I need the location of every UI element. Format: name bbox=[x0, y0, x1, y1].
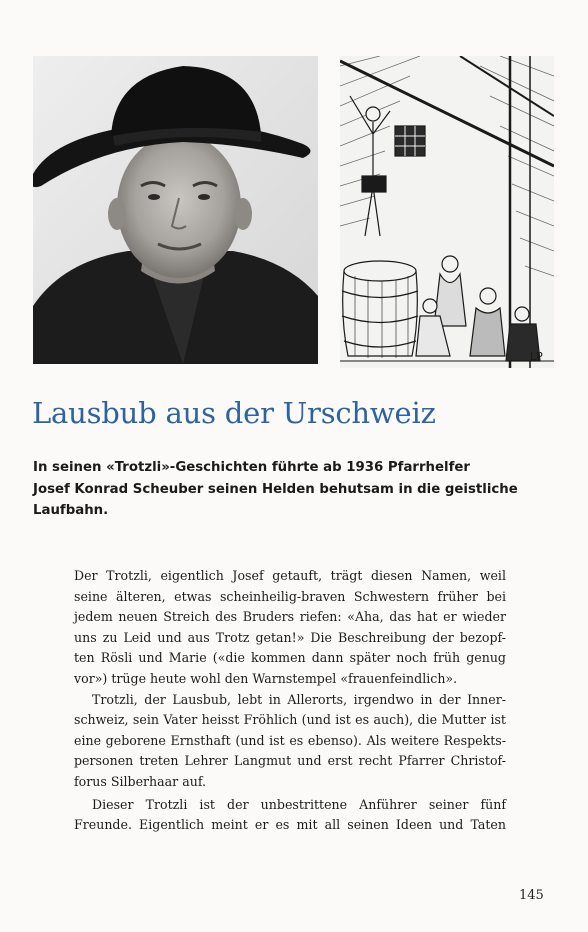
article-lead bbox=[33, 457, 538, 522]
body-line: Trotzli, der Lausbub, lebt in Allerorts, irgendwo in der Inner- bbox=[92, 691, 506, 707]
body-line: jedem neuen Streich des Bruders riefen: «Aha, das hat er wieder bbox=[74, 609, 506, 625]
body-line: forus Silberhaar auf. bbox=[74, 773, 207, 789]
lead-line: In seinen «Trotzli»-Geschichten führte ab 1936 Pfarrhelfer bbox=[33, 460, 470, 475]
body-line: seine älteren, etwas scheinheilig-braven Schwestern früher bei bbox=[74, 588, 506, 604]
body-line: Freunde. Eigentlich meint er es mit all seinen Ideen und Taten bbox=[74, 817, 506, 833]
body-line: ten Rösli und Marie («die kommen dann später noch früh genug bbox=[74, 650, 506, 666]
illustration-drawing bbox=[340, 56, 554, 368]
lead-line: Josef Konrad Scheuber seinen Helden behutsam in die geistliche bbox=[33, 481, 518, 497]
body-line: schweiz, sein Vater heisst Fröhlich (und ist es auch), die Mutter ist bbox=[74, 712, 506, 728]
body-line: personen treten Lehrer Langmut und erst recht Pfarrer Christof- bbox=[74, 753, 506, 769]
body-line: Der Trotzli, eigentlich Josef getauft, trägt diesen Namen, weil bbox=[74, 568, 506, 583]
illustration-signature: LP bbox=[530, 350, 543, 363]
page-number: 145 bbox=[519, 888, 544, 903]
lead-line: Laufbahn. bbox=[33, 503, 109, 518]
portrait-photo bbox=[33, 56, 318, 364]
body-line: eine geborene Ernsthaft (und ist es ebenso). Als weitere Respekts- bbox=[74, 732, 506, 748]
article-title: Lausbub aus der Urschweiz bbox=[32, 396, 436, 430]
body-line: uns zu Leid und aus Trotz getan!» Die Beschreibung der bezopf- bbox=[74, 629, 506, 645]
article-body bbox=[74, 566, 506, 836]
body-line: vor») trüge heute wohl den Warnstempel «frauenfeindlich». bbox=[74, 670, 458, 686]
body-line: Dieser Trotzli ist der unbestrittene Anführer seiner fünf bbox=[92, 796, 506, 812]
